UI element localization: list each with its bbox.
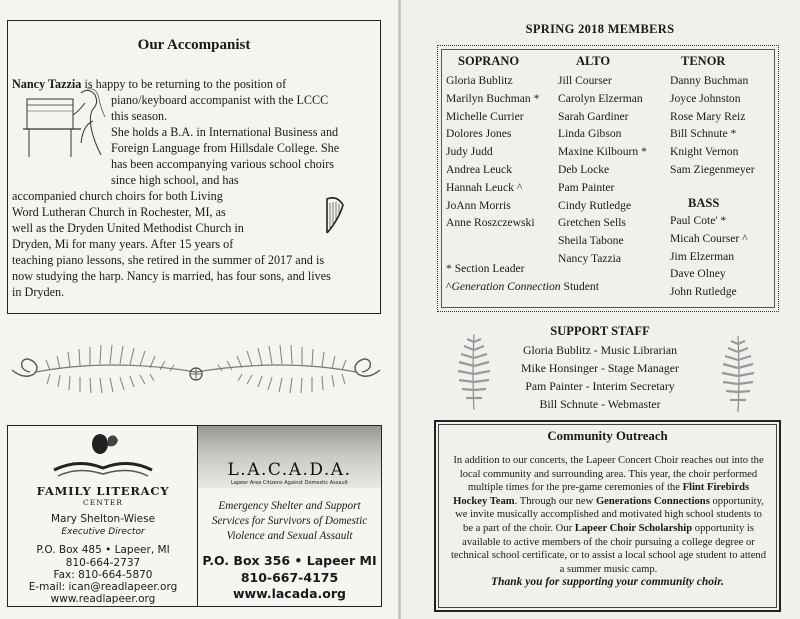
lacada-desc-3: Violence and Sexual Assault bbox=[226, 530, 353, 542]
harp-icon bbox=[323, 195, 347, 235]
fl-fax: Fax: 810-664-5870 bbox=[53, 569, 153, 581]
alto-list bbox=[558, 72, 647, 268]
member-name: Pam Painter bbox=[558, 180, 615, 194]
accompanist-name: Nancy Tazzia bbox=[12, 77, 82, 91]
support-staff-line: Bill Schnute - Webmaster bbox=[539, 397, 661, 411]
members-title: SPRING 2018 MEMBERS bbox=[525, 22, 675, 36]
generation-legend: ^Generation Connection Student bbox=[446, 280, 599, 293]
accompanist-box bbox=[7, 20, 381, 314]
lacada-phone: 810-667-4175 bbox=[240, 570, 339, 585]
soprano-heading: SOPRANO bbox=[458, 54, 520, 68]
tenor-list bbox=[670, 72, 755, 179]
member-name: Nancy Tazzia bbox=[558, 251, 622, 265]
accompanist-line: piano/keyboard accompanist with the LCCC bbox=[111, 93, 329, 107]
member-name: John Rutledge bbox=[670, 285, 737, 299]
family-literacy-subtitle: CENTER bbox=[83, 498, 123, 507]
page-fold bbox=[398, 0, 401, 619]
bass-heading: BASS bbox=[688, 196, 720, 210]
accompanist-line: Foreign Language from Hillsdale College. She bbox=[111, 141, 340, 155]
member-name: Dave Olney bbox=[670, 267, 726, 281]
member-name: Dolores Jones bbox=[446, 127, 512, 141]
member-name: Judy Judd bbox=[446, 145, 493, 159]
member-name: Jill Courser bbox=[558, 74, 612, 87]
accompanist-line: Dryden, Mi for many years. After 15 years of bbox=[12, 237, 234, 251]
member-name: Michelle Currier bbox=[446, 109, 524, 123]
accompanist-line-1: Nancy Tazzia is happy to be returning to the position of bbox=[12, 77, 287, 91]
accompanist-line: teaching piano lessons, she retired in the summer of 2017 and is bbox=[12, 253, 325, 267]
member-name: Sheila Tabone bbox=[558, 234, 624, 248]
accompanist-line: this season. bbox=[111, 109, 168, 123]
lacada-logo: L.A.C.A.D.A. bbox=[227, 460, 352, 480]
fl-phone: 810-664-2737 bbox=[65, 557, 141, 569]
member-name: Carolyn Elzerman bbox=[558, 91, 643, 105]
accompanist-line: in Dryden. bbox=[12, 285, 65, 299]
member-name: Danny Buchman bbox=[670, 74, 749, 87]
accompanist-line: accompanied church choirs for both Living bbox=[12, 189, 223, 203]
member-name: JoAnn Morris bbox=[446, 198, 511, 212]
accompanist-line: She holds a B.A. in International Business and bbox=[111, 125, 339, 139]
member-name: Andrea Leuck bbox=[446, 162, 512, 176]
member-name: Deb Locke bbox=[558, 162, 610, 176]
member-name: Cindy Rutledge bbox=[558, 198, 632, 212]
member-name: Linda Gibson bbox=[558, 127, 622, 141]
member-name: Jim Elzerman bbox=[670, 249, 735, 263]
fl-website: www.readlapeer.org bbox=[50, 593, 156, 605]
member-name: Rose Mary Reiz bbox=[670, 109, 746, 123]
member-name: Hannah Leuck ^ bbox=[446, 180, 523, 194]
lacada-address: P.O. Box 356 • Lapeer MI bbox=[202, 553, 377, 568]
accompanist-line: since high school, and has bbox=[111, 173, 239, 187]
thank-you-note: Thank you for supporting your community choir. bbox=[491, 576, 724, 588]
lacada-website: www.lacada.org bbox=[233, 586, 346, 601]
tenor-heading: TENOR bbox=[681, 54, 726, 68]
accompanist-line: now studying the harp. Nancy is married, has four sons, and lives bbox=[12, 269, 331, 283]
accompanist-line: well as the Dryden United Methodist Church in bbox=[12, 221, 244, 235]
member-name: Micah Courser ^ bbox=[670, 231, 748, 245]
support-staff-line: Pam Painter - Interim Secretary bbox=[525, 379, 675, 393]
pianist-illustration bbox=[23, 83, 115, 161]
member-name: Gretchen Sells bbox=[558, 216, 626, 230]
accompanist-line: Word Lutheran Church in Rochester, MI, as bbox=[12, 205, 226, 219]
members-box bbox=[437, 45, 779, 312]
lacada-tagline: Lapeer Area Citizens Against Domestic Assault bbox=[231, 480, 348, 486]
fern-right-icon bbox=[716, 334, 760, 414]
director-name: Mary Shelton-Wiese bbox=[50, 513, 156, 525]
member-name: Gloria Bublitz bbox=[446, 74, 513, 87]
fl-address: P.O. Box 485 • Lapeer, MI bbox=[36, 544, 170, 556]
section-leader-legend: * Section Leader bbox=[446, 262, 525, 275]
member-name: Anne Roszczewski bbox=[446, 216, 535, 230]
member-name: Paul Cote' * bbox=[670, 214, 727, 227]
community-outreach-title: Community Outreach bbox=[547, 429, 668, 443]
accompanist-title: Our Accompanist bbox=[137, 37, 251, 53]
member-name: Joyce Johnston bbox=[670, 91, 741, 105]
accompanist-line: has been accompanying various school choirs bbox=[111, 157, 335, 171]
alto-heading: ALTO bbox=[576, 54, 611, 68]
family-literacy-title: FAMILY LITERACY bbox=[36, 484, 170, 498]
member-name: Sarah Gardiner bbox=[558, 109, 629, 123]
lacada-desc-2: Services for Survivors of Domestic bbox=[211, 515, 368, 527]
member-name: Marilyn Buchman * bbox=[446, 91, 540, 105]
bass-list bbox=[670, 212, 748, 301]
member-name: Knight Vernon bbox=[670, 145, 739, 159]
support-staff-title: SUPPORT STAFF bbox=[550, 324, 650, 338]
book-logo-icon bbox=[48, 432, 158, 482]
lacada-desc-1: Emergency Shelter and Support bbox=[218, 500, 361, 512]
community-outreach-text: In addition to our concerts, the Lapeer Concert Choir reaches out into the local community and surrounding area. This year, the choir performed multiple times for the pre-game ceremonies of the Flint Firebirds Hockey Team. Through our new Generations Connections opportunity, we invite musically accomplished and motivated high school students to be a part of the choir. Our Lapeer Choir Scholarship opportunity is available to active members of the choir pursuing a college degree or technical school certificate, or to assist a local school age student to attend a summer music camp. bbox=[450, 455, 767, 575]
support-staff-line: Gloria Bublitz - Music Librarian bbox=[523, 343, 677, 357]
member-name: Maxine Kilbourn * bbox=[558, 145, 647, 159]
family-literacy-ad bbox=[7, 425, 199, 607]
fern-left-icon bbox=[452, 332, 496, 412]
member-name: Sam Ziegenmeyer bbox=[670, 162, 755, 176]
soprano-list bbox=[446, 72, 539, 232]
lacada-ad bbox=[197, 425, 382, 607]
director-title: Executive Director bbox=[61, 527, 145, 537]
fl-email: E-mail: ican@readlapeer.org bbox=[28, 581, 178, 593]
member-name: Bill Schnute * bbox=[670, 127, 737, 141]
fern-ornament bbox=[10, 340, 382, 400]
community-outreach-box bbox=[434, 420, 781, 612]
support-staff-line: Mike Honsinger - Stage Manager bbox=[521, 361, 679, 375]
